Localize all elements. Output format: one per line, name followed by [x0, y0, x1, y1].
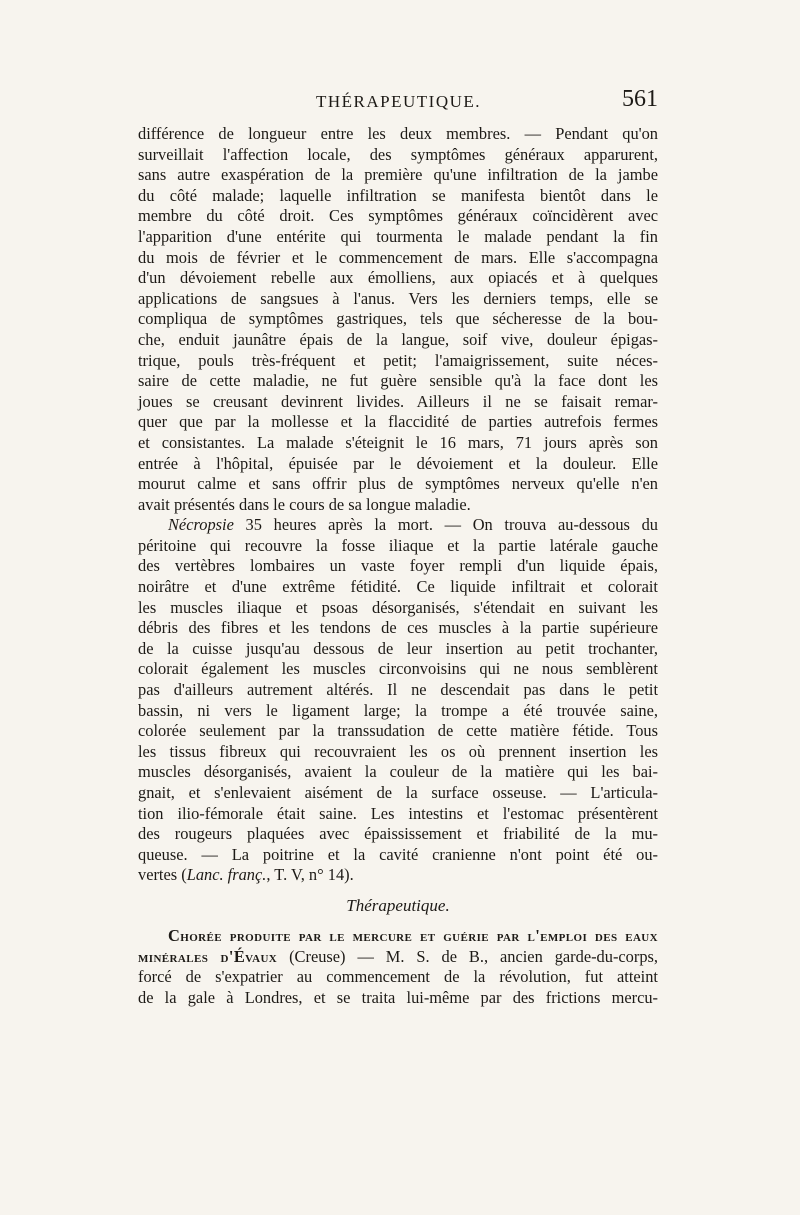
text-line: noirâtre et d'une extrême fétidité. Ce liquide infiltrait et colorait — [138, 577, 658, 597]
text-line: pas d'ailleurs autrement altérés. Il ne descendait pas dans le petit — [138, 680, 658, 700]
text-line: avait présentés dans le cours de sa longue maladie. — [138, 494, 471, 514]
text-line: l'apparition d'une entérite qui tourmenta le malade pendant la fin — [138, 226, 658, 246]
text-line: trique, pouls très-fréquent et petit; l'amaigrissement, suite néces- — [138, 350, 658, 370]
text-line: joues se creusant devinrent livides. Ailleurs il ne se faisait remar- — [138, 391, 658, 411]
text-line — [138, 947, 658, 968]
paragraph-chorea — [138, 926, 658, 1008]
text-line: péritoine qui recouvre la fosse iliaque et la partie latérale gauche — [138, 535, 658, 555]
necropsy-lead: Nécropsie — [168, 515, 234, 535]
page-body — [138, 124, 658, 1008]
text-line: les tissus fibreux qui recouvraient les os où prennent insertion les — [138, 741, 658, 761]
text-line: les muscles iliaque et psoas désorganisés, s'étendait en suivant les — [138, 597, 658, 617]
line-end: , T. V, n° 14). — [266, 865, 354, 885]
text-line: forcé de s'expatrier au commencement de la révolution, fut atteint — [138, 967, 658, 987]
text-line — [138, 515, 658, 536]
page-header — [138, 86, 658, 126]
text-line: compliqua de symptômes gastriques, tels que sécheresse de la bou- — [138, 309, 658, 329]
text-line: des rougeurs plaquées avec épaississement et friabilité de la mu- — [138, 824, 658, 844]
text-line: queuse. — La poitrine et la cavité cranienne n'ont point été ou- — [138, 844, 658, 864]
text-line — [138, 926, 658, 947]
text-line: différence de longueur entre les deux membres. — Pendant qu'on — [138, 124, 658, 143]
text-line: muscles désorganisés, avaient la couleur de la matière qui les bai- — [138, 762, 658, 782]
line-start: vertes ( — [138, 865, 187, 885]
text-line: d'un dévoiement rebelle aux émolliens, aux opiacés et à quelques — [138, 268, 658, 288]
text-line — [138, 865, 658, 886]
text-line: membre du côté droit. Ces symptômes généraux coïncidèrent avec — [138, 206, 658, 226]
text-line: sans autre exaspération de la première qu'une infiltration de la jambe — [138, 165, 658, 185]
line-continuation: 35 heures après la mort. — On trouva au-dessous du — [233, 515, 658, 535]
text-line: colorait également les muscles circonvoisins qui ne nous semblèrent — [138, 659, 658, 679]
section-heading: Thérapeutique. — [346, 895, 450, 915]
text-line: surveillait l'affection locale, des symptômes généraux apparurent, — [138, 144, 658, 164]
text-line: saire de cette maladie, ne fut guère sensible qu'à la face dont les — [138, 371, 658, 391]
page-number: 561 — [622, 86, 658, 112]
line-continuation: (Creuse) — M. S. de B., ancien garde-du-corps, — [277, 946, 658, 966]
text-line: de la cuisse jusqu'au dessous de leur insertion au petit trochanter, — [138, 638, 658, 658]
text-line: débris des fibres et les tendons de ces muscles à la partie supérieure — [138, 618, 658, 638]
text-line: applications de sangsues à l'anus. Vers les derniers temps, elle se — [138, 288, 658, 308]
text-line: bassin, ni vers le ligament large; la trompe a été trouvée saine, — [138, 700, 658, 720]
citation: Lanc. franç. — [186, 865, 267, 885]
paragraph-necropsy — [138, 515, 658, 886]
text-line: tion ilio-fémorale était saine. Les intestins et l'estomac présentèrent — [138, 803, 658, 823]
text-line: mourut calme et sans offrir plus de symptômes nerveux qu'elle n'en — [138, 474, 658, 494]
text-line: colorée seulement par la transsudation de cette matière fétide. Tous — [138, 721, 658, 741]
case-title: Chorée produite par le mercure et guérie par l'emploi des eaux — [168, 925, 658, 945]
text-line: du côté malade; laquelle infiltration se manifesta bientôt dans le — [138, 185, 658, 205]
text-line: gnait, et s'enlevaient aisément de la surface osseuse. — L'articula- — [138, 783, 658, 802]
text-line: che, enduit jaunâtre épais de la langue, soif vive, douleur épigas- — [138, 329, 658, 349]
text-line: de la gale à Londres, et se traita lui-même par des frictions mercu- — [138, 987, 658, 1007]
case-title-continued: minérales d'Évaux — [138, 946, 278, 966]
text-line: des vertèbres lombaires un vaste foyer rempli d'un liquide épais, — [138, 556, 658, 576]
text-line: entrée à l'hôpital, épuisée par le dévoiement et la douleur. Elle — [138, 453, 658, 473]
text-line: du mois de février et le commencement de mars. Elle s'accompagna — [138, 247, 658, 267]
text-line: quer que par la mollesse et la flaccidité de parties autrefois fermes — [138, 412, 658, 432]
paragraph-case-history — [138, 124, 658, 515]
running-title: THÉRAPEUTIQUE. — [316, 92, 482, 111]
text-line: et consistantes. La malade s'éteignit le 16 mars, 71 jours après son — [138, 432, 658, 452]
